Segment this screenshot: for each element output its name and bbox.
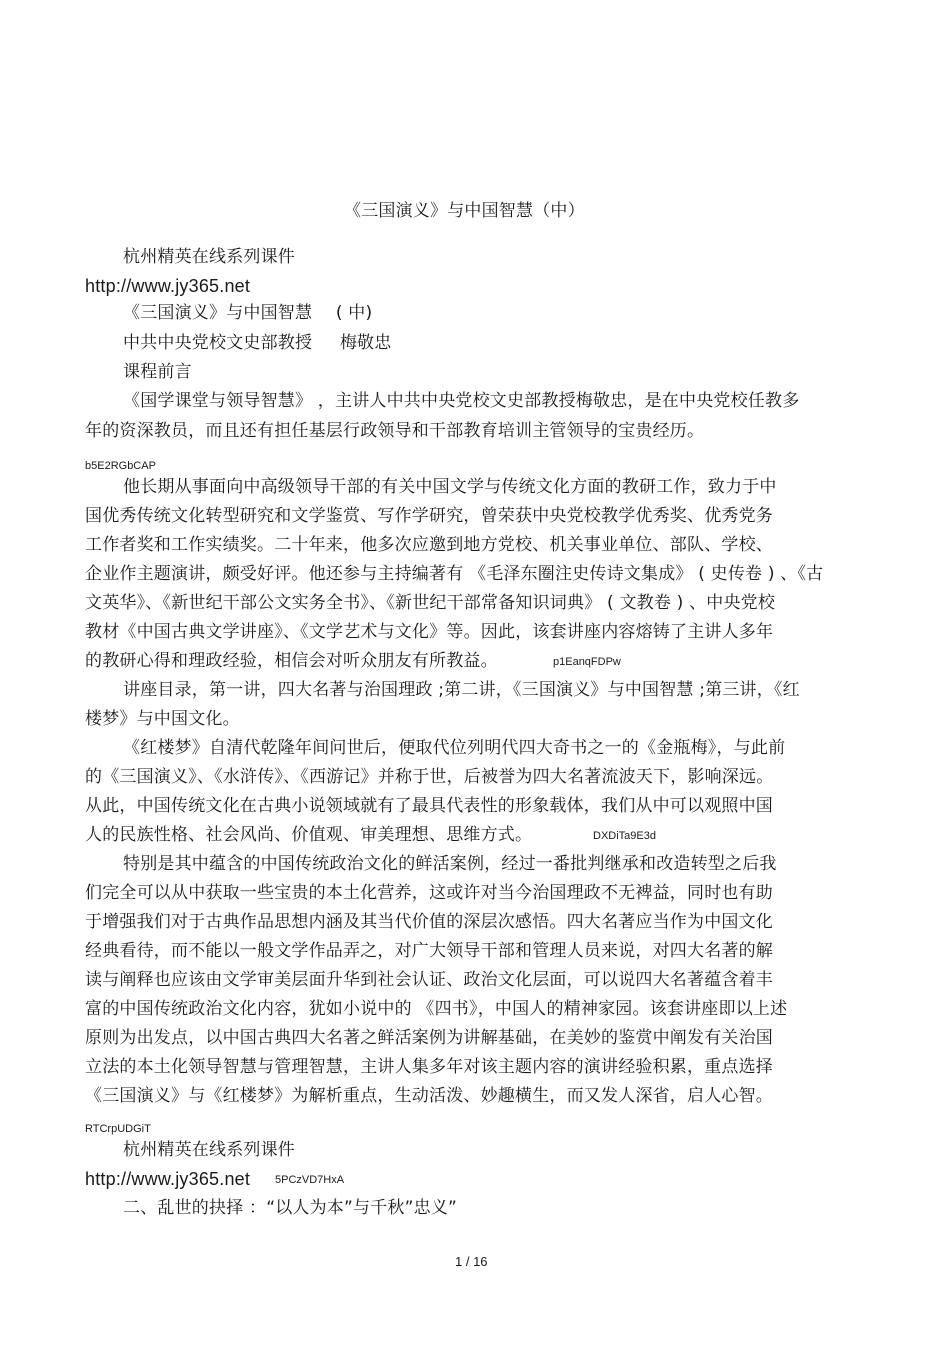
author-org: 中共中央党校文史部教授 <box>123 333 313 353</box>
paragraph-5-line: 读与阐释也应该由文学审美层面升华到社会认证、政治文化层面，可以说四大名著蕴含着丰 <box>85 970 773 990</box>
series-name: 杭州精英在线系列课件 <box>123 247 295 267</box>
author-line <box>123 332 391 354</box>
doc-code: p1EanqFDPw <box>553 656 621 668</box>
paragraph-4-line: 的《三国演义》、《水浒传》、《西游记》并称于世，后被誉为四大名著流波天下，影响深远。 <box>85 767 774 787</box>
paragraph-5-line: 《三国演义》与《红楼梦》为解析重点，生动活泼、妙趣横生，而又发人深省，启人心智。 <box>85 1086 773 1106</box>
paragraph-5-line: 立法的本土化领导智慧与管理智慧，主讲人集多年对该主题内容的演讲经验积累，重点选择 <box>85 1057 773 1077</box>
subtitle-part: ( 中) <box>335 303 373 323</box>
subtitle <box>123 302 372 324</box>
document-title: 《三国演义》与中国智慧（中） <box>344 201 585 221</box>
paragraph-3-line: 楼梦》与中国文化。 <box>85 709 240 729</box>
doc-code: b5E2RGbCAP <box>85 460 156 472</box>
site-url-repeat: http://www.jy365.net <box>85 1169 251 1189</box>
doc-code: 5PCzVD7HxA <box>275 1174 345 1186</box>
paragraph-2-line: 工作者奖和工作实绩奖。二十年来，他多次应邀到地方党校、机关事业单位、部队、学校、 <box>85 535 773 555</box>
paragraph-4-line: 《红楼梦》自清代乾隆年间问世后，便取代位列明代四大奇书之一的《金瓶梅》，与此前 <box>123 738 786 758</box>
paragraph-1-line: 年的资深教员，而且还有担任基层行政领导和干部教育培训主管领导的宝贵经历。 <box>85 421 705 441</box>
section-heading: 二、乱世的抉择 ：“以人为本”与千秋”忠义” <box>123 1198 458 1218</box>
site-url: http://www.jy365.net <box>85 276 251 296</box>
paragraph-4-line: 人的民族性格、社会风尚、价值观、审美理想、思维方式。 <box>85 825 533 845</box>
paragraph-5-line: 原则为出发点，以中国古典四大名著之鲜活案例为讲解基础，在美妙的鉴赏中阐发有关治国 <box>85 1028 773 1048</box>
series-name-repeat: 杭州精英在线系列课件 <box>123 1140 295 1160</box>
paragraph-5-line: 于增强我们对于古典作品思想内涵及其当代价值的深层次感悟。四大名著应当作为中国文化 <box>85 912 773 932</box>
paragraph-1-line: 《国学课堂与领导智慧》 ，主讲人中共中央党校文史部教授梅敬忠，是在中央党校任教多 <box>123 391 800 411</box>
paragraph-5-line: 经典看待，而不能以一般文学作品弄之，对广大领导干部和管理人员来说，对四大名著的解 <box>85 941 773 961</box>
paragraph-5-line: 们完全可以从中获取一些宝贵的本土化营养，这或许对当今治国理政不无裨益，同时也有助 <box>85 883 773 903</box>
preface-heading: 课程前言 <box>123 362 192 382</box>
subtitle-main: 《三国演义》与中国智慧 <box>123 303 313 323</box>
paragraph-5-line: 特别是其中蕴含的中国传统政治文化的鲜活案例，经过一番批判继承和改造转型之后我 <box>123 854 777 874</box>
paragraph-5-line: 富的中国传统政治文化内容，犹如小说中的 《四书》，中国人的精神家园。该套讲座即以上述 <box>85 999 788 1019</box>
paragraph-2-line: 文英华》、《新世纪干部公文实务全书》、《新世纪干部常备知识词典》 ( 文教卷 ) 、中央党校 <box>85 593 776 613</box>
paragraph-2-line: 他长期从事面向中高级领导干部的有关中国文学与传统文化方面的教研工作，致力于中 <box>123 477 777 497</box>
author-name: 梅敬忠 <box>339 333 392 353</box>
paragraph-4-line: 从此，中国传统文化在古典小说领域就有了最具代表性的形象载体，我们从中可以观照中国 <box>85 796 773 816</box>
page-number: 1 / 16 <box>455 1254 488 1269</box>
paragraph-3-line: 讲座目录，第一讲，四大名著与治国理政 ;第二讲，《三国演义》与中国智慧 ;第三讲，《红 <box>123 680 800 700</box>
paragraph-2-line: 教材《中国古典文学讲座》、《文学艺术与文化》等。因此，该套讲座内容熔铸了主讲人多年 <box>85 622 774 642</box>
paragraph-2-line: 国优秀传统文化转型研究和文学鉴赏、写作学研究，曾荣获中央党校教学优秀奖、优秀党务 <box>85 506 773 526</box>
doc-code: DXDiTa9E3d <box>593 830 656 842</box>
doc-code: RTCrpUDGiT <box>85 1123 151 1135</box>
paragraph-2-line: 企业作主题演讲，颇受好评。他还参与主持编著有 《毛泽东圈注史传诗文集成》 ( 史传卷 ) 、《古 <box>85 564 824 584</box>
paragraph-2-line: 的教研心得和理政经验，相信会对听众朋友有所教益。 <box>85 651 498 671</box>
